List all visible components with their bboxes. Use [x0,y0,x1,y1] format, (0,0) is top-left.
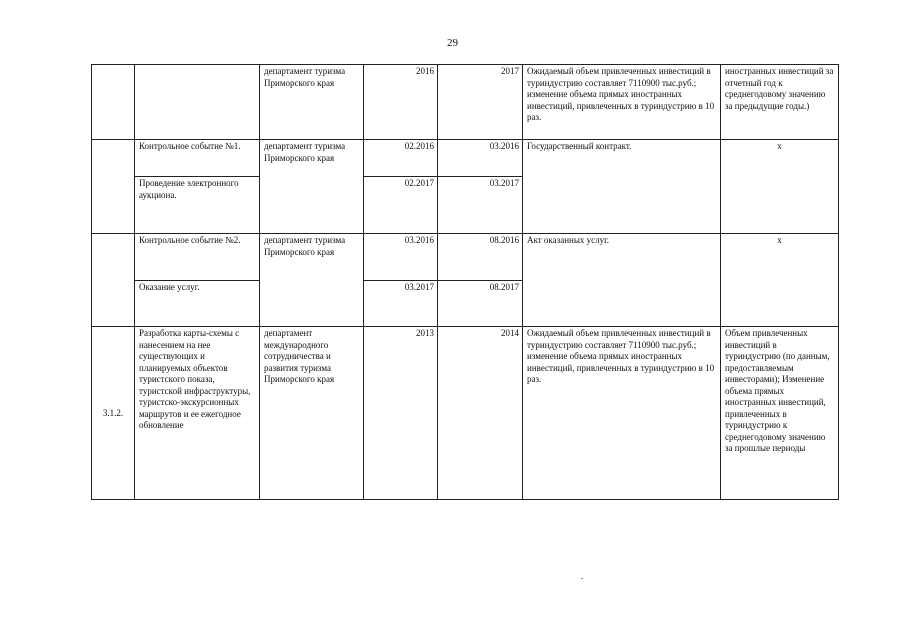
executor-cell: департамент международного сотрудничества и развития туризма Приморского края [260,327,364,500]
end-date-cell: 03.2016 [438,140,523,177]
start-date-cell: 2013 [364,327,438,500]
table-row [92,140,839,177]
end-date-cell: 2017 [438,65,523,140]
executor-cell: департамент туризма Приморского края [260,65,364,140]
end-date-cell: 2014 [438,327,523,500]
end-date-cell: 08.2017 [438,281,523,327]
table-row [92,234,839,281]
indicator-cell: х [721,234,839,327]
scan-speck [581,578,583,579]
end-date-cell: 08.2016 [438,234,523,281]
expected-result-cell: Ожидаемый объем привлеченных инвестиций в туриндустрию составляет 7110900 тыс.руб.; изменение объема прямых иностранных инвестиций, привлеченных в туриндустрию в 10 раз. [523,327,721,500]
item-number-cell [92,234,135,327]
start-date-cell: 03.2017 [364,281,438,327]
indicator-cell: Объем привлеченных инвестиций в туриндустрию (по данным, предоставляемым инвесторами); Изменение объема прямых иностранных инвестиций, привлеченных в туриндустрию к среднегодовому значению за прошлые периоды [721,327,839,500]
expected-result-cell: Акт оказанных услуг. [523,234,721,327]
item-number-cell [92,140,135,234]
expected-result-cell: Ожидаемый объем привлеченных инвестиций в туриндустрию составляет 7110900 тыс.руб.; изменение объема прямых иностранных инвестиций, привлеченных в туриндустрию в 10 раз. [523,65,721,140]
table-row [92,327,839,500]
item-number-cell [92,65,135,140]
expected-result-cell: Государственный контракт. [523,140,721,234]
end-date-cell: 03.2017 [438,177,523,234]
item-name-cell: Проведение электронного аукциона. [135,177,260,234]
item-name-cell [135,65,260,140]
executor-cell: департамент туризма Приморского края [260,234,364,327]
start-date-cell: 2016 [364,65,438,140]
table-row [92,65,839,140]
start-date-cell: 02.2017 [364,177,438,234]
item-name-cell: Оказание услуг. [135,281,260,327]
item-name-cell: Разработка карты-схемы с нанесением на нее существующих и планируемых объектов туристского показа, туристской инфраструктуры, туристско-экскурсионных маршрутов и ее ежегодное обновление [135,327,260,500]
start-date-cell: 03.2016 [364,234,438,281]
item-name-cell: Контрольное событие №2. [135,234,260,281]
start-date-cell: 02.2016 [364,140,438,177]
indicator-cell: х [721,140,839,234]
item-number-cell: 3.1.2. [92,327,135,500]
activity-plan-table [91,64,839,500]
indicator-cell: иностранных инвестиций за отчетный год к среднегодовому значению за предыдущие годы.) [721,65,839,140]
executor-cell: департамент туризма Приморского края [260,140,364,234]
page-number: 29 [447,37,458,49]
item-name-cell: Контрольное событие №1. [135,140,260,177]
